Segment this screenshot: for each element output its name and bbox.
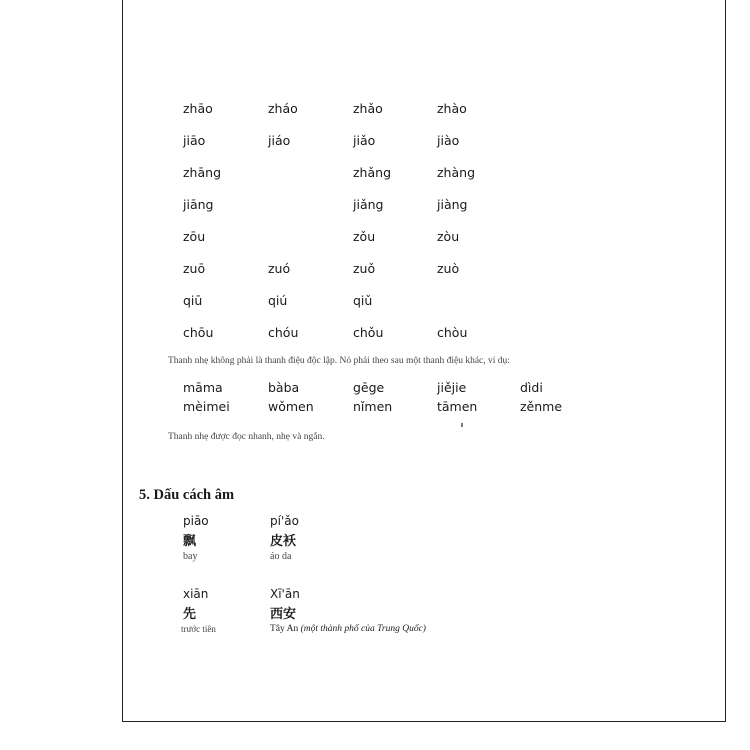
- syllable: zhǎng: [353, 165, 392, 180]
- syllable: chōu: [183, 325, 214, 340]
- word-meaning-main: Tây An: [270, 624, 299, 634]
- syllable: zhǎo: [353, 101, 383, 116]
- syllable: zhāo: [183, 101, 213, 116]
- example-word: gēge: [353, 380, 385, 395]
- word-hanzi: 飘: [183, 534, 197, 549]
- syllable: chóu: [268, 325, 299, 340]
- example-word: bàba: [268, 380, 300, 395]
- syllable: jiào: [437, 133, 460, 148]
- syllable: zòu: [437, 229, 460, 244]
- syllable: chòu: [437, 325, 468, 340]
- syllable: zhào: [437, 101, 467, 116]
- syllable: jiǎng: [353, 197, 384, 212]
- syllable: zuō: [183, 261, 206, 276]
- word-pinyin: Xī'ān: [270, 587, 300, 601]
- syllable: zháo: [268, 101, 298, 116]
- syllable: zuó: [268, 261, 291, 276]
- syllable: zuò: [437, 261, 460, 276]
- syllable: zuǒ: [353, 261, 376, 276]
- word-pinyin: xiān: [183, 587, 209, 601]
- word-meaning: bay: [183, 551, 198, 562]
- example-word: tāmen: [437, 399, 478, 414]
- word-hanzi: 西安: [270, 607, 297, 622]
- syllable: zōu: [183, 229, 206, 244]
- syllable: jiāng: [183, 197, 214, 212]
- word-meaning-note: (một thành phố của Trung Quốc): [300, 624, 426, 634]
- example-word: nǐmen: [353, 399, 393, 414]
- syllable: qiú: [268, 293, 288, 308]
- word-pinyin: pí'ǎo: [270, 514, 299, 528]
- word-meaning: [270, 624, 426, 634]
- syllable: qiǔ: [353, 293, 373, 308]
- neutral-tone-note-2: Thanh nhẹ được đọc nhanh, nhẹ và ngắn.: [168, 432, 325, 442]
- syllable: zhāng: [183, 165, 222, 180]
- word-hanzi: 先: [183, 607, 197, 622]
- section-number: 5.: [139, 487, 150, 503]
- example-word: zěnme: [520, 399, 563, 414]
- word-meaning: trước tiên: [181, 624, 216, 634]
- section-heading: [139, 487, 234, 504]
- syllable: chǒu: [353, 325, 384, 340]
- example-word: wǒmen: [268, 399, 314, 414]
- word-hanzi: 皮袄: [270, 534, 297, 549]
- syllable: jiāo: [183, 133, 206, 148]
- syllable: jiàng: [437, 197, 468, 212]
- word-pinyin: piāo: [183, 514, 209, 528]
- syllable: jiáo: [268, 133, 291, 148]
- word-meaning: áo da: [270, 551, 292, 562]
- syllable: qiū: [183, 293, 203, 308]
- section-title: Dấu cách âm: [153, 487, 235, 503]
- print-speck: [461, 423, 463, 427]
- example-word: mèimei: [183, 399, 230, 414]
- syllable: jiǎo: [353, 133, 376, 148]
- example-word: dìdi: [520, 380, 543, 395]
- example-word: jiějie: [437, 380, 467, 395]
- example-word: māma: [183, 380, 223, 395]
- syllable: zhàng: [437, 165, 476, 180]
- syllable: zǒu: [353, 229, 376, 244]
- neutral-tone-note: Thanh nhẹ không phải là thanh điệu độc lập. Nó phải theo sau một thanh điệu khác, ví dụ:: [168, 356, 510, 366]
